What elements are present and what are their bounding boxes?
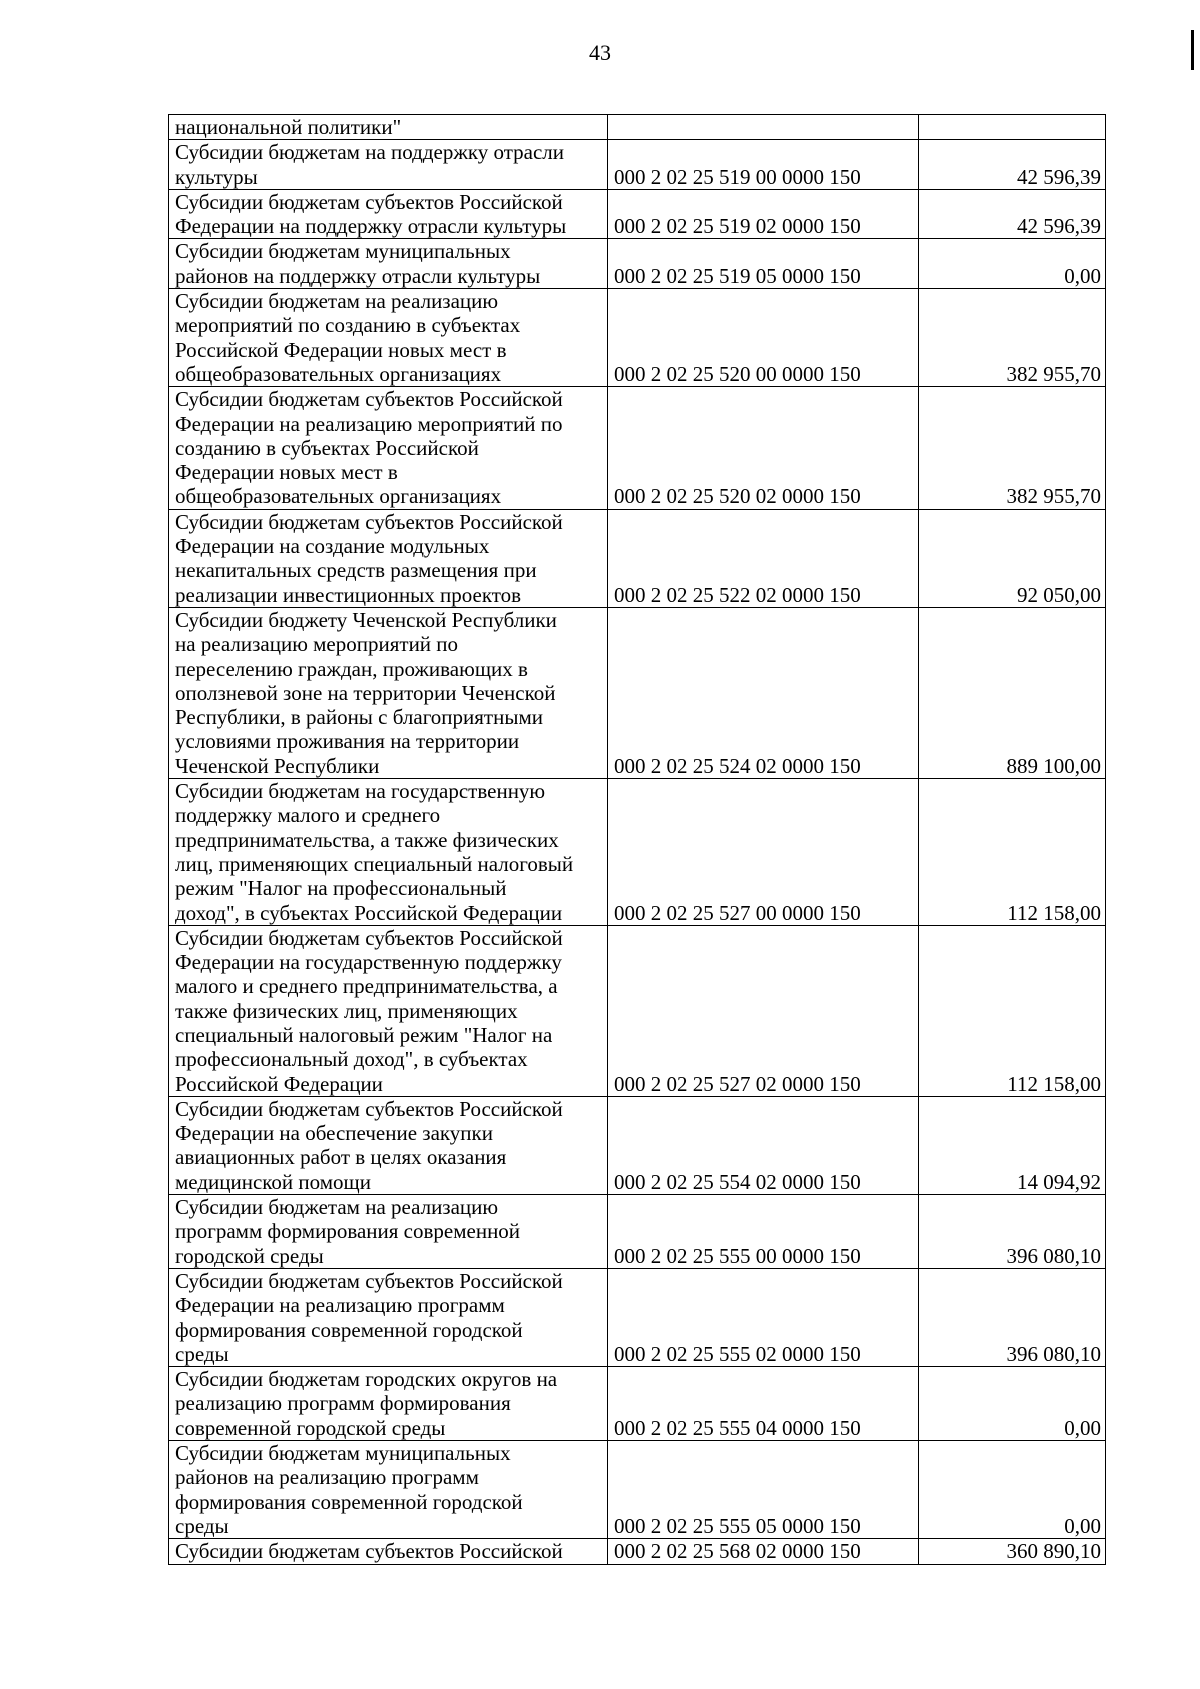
revenue-name-line: программ формирования современной (175, 1219, 521, 1244)
table-row (169, 1268, 1106, 1366)
amount-cell: 42 596,39 (919, 189, 1106, 239)
revenue-name-cell (169, 1441, 608, 1539)
revenue-name-cell (169, 1096, 608, 1194)
table-row (169, 289, 1106, 387)
classification-code-cell: 000 2 02 25 520 00 0000 150 (608, 289, 919, 387)
table-row (169, 779, 1106, 926)
revenue-name-cell (169, 387, 608, 509)
revenue-name-line: Федерации на обеспечение закупки (175, 1121, 493, 1146)
table-row (169, 1539, 1106, 1564)
revenue-name-line: режим "Налог на профессиональный (175, 876, 507, 901)
amount-cell: 396 080,10 (919, 1195, 1106, 1269)
amount-cell: 14 094,92 (919, 1096, 1106, 1194)
classification-code-cell (608, 115, 919, 140)
revenue-name-line: Субсидии бюджетам на реализацию (175, 1195, 499, 1220)
classification-code-cell: 000 2 02 25 527 00 0000 150 (608, 779, 919, 926)
revenue-name-line: малого и среднего предпринимательства, а (175, 974, 558, 999)
revenue-name-line: лиц, применяющих специальный налоговый (175, 851, 574, 876)
classification-code-cell: 000 2 02 25 527 02 0000 150 (608, 925, 919, 1096)
classification-code-cell: 000 2 02 25 555 00 0000 150 (608, 1195, 919, 1269)
amount-cell: 92 050,00 (919, 509, 1106, 607)
table-row (169, 239, 1106, 289)
revenue-name-cell (169, 239, 608, 289)
revenue-name-cell (169, 1539, 608, 1564)
revenue-name-line: Субсидии бюджетам муниципальных (175, 1441, 511, 1466)
revenue-name-line: формирования современной городской (175, 1489, 523, 1514)
revenue-name-line: Субсидии бюджетам субъектов Российской (175, 1539, 563, 1564)
revenue-name-cell (169, 140, 608, 190)
amount-cell: 889 100,00 (919, 607, 1106, 778)
revenue-name-line: Федерации на государственную поддержку (175, 950, 562, 975)
revenue-name-line: мероприятий по созданию в субъектах (175, 313, 521, 338)
table-row (169, 1367, 1106, 1441)
table-row (169, 1096, 1106, 1194)
revenue-name-line: Чеченской Республики (175, 753, 380, 778)
classification-code-cell: 000 2 02 25 519 00 0000 150 (608, 140, 919, 190)
revenue-name-line: Федерации новых мест в (175, 460, 398, 485)
page-number: 43 (589, 40, 611, 65)
revenue-name-line: Субсидии бюджетам на государственную (175, 779, 546, 804)
table-row (169, 387, 1106, 509)
classification-code-cell: 000 2 02 25 519 05 0000 150 (608, 239, 919, 289)
amount-cell: 0,00 (919, 1367, 1106, 1441)
table-row (169, 509, 1106, 607)
revenue-name-line: оползневой зоне на территории Чеченской (175, 680, 556, 705)
classification-code-cell: 000 2 02 25 555 02 0000 150 (608, 1268, 919, 1366)
amount-cell: 0,00 (919, 1441, 1106, 1539)
revenue-name-cell (169, 607, 608, 778)
amount-cell: 112 158,00 (919, 779, 1106, 926)
classification-code-cell: 000 2 02 25 524 02 0000 150 (608, 607, 919, 778)
revenue-name-line: профессиональный доход", в субъектах (175, 1047, 528, 1072)
table-row (169, 189, 1106, 239)
revenue-name-line: некапитальных средств размещения при (175, 558, 537, 583)
revenue-name-cell (169, 189, 608, 239)
revenue-name-cell (169, 115, 608, 140)
revenue-name-line: Федерации на реализацию программ (175, 1293, 505, 1318)
classification-code-cell: 000 2 02 25 554 02 0000 150 (608, 1096, 919, 1194)
table-row (169, 925, 1106, 1096)
revenue-name-line: Российской Федерации (175, 1071, 383, 1096)
table-row (169, 140, 1106, 190)
revenue-name-line: Федерации на реализацию мероприятий по (175, 411, 563, 436)
table-row (169, 1441, 1106, 1539)
classification-code-cell: 000 2 02 25 555 04 0000 150 (608, 1367, 919, 1441)
revenue-name-line: на реализацию мероприятий по (175, 632, 459, 657)
amount-cell: 396 080,10 (919, 1268, 1106, 1366)
revenue-name-line: Субсидии бюджетам субъектов Российской (175, 509, 563, 534)
amount-cell (919, 115, 1106, 140)
scan-edge-mark (1191, 30, 1194, 70)
classification-code-cell: 000 2 02 25 568 02 0000 150 (608, 1539, 919, 1564)
revenue-name-line: среды (175, 1341, 229, 1366)
revenue-name-line: Субсидии бюджетам субъектов Российской (175, 1268, 563, 1293)
revenue-name-cell (169, 289, 608, 387)
amount-cell: 42 596,39 (919, 140, 1106, 190)
revenue-name-line: Субсидии бюджетам муниципальных (175, 239, 511, 264)
revenue-name-line: городской среды (175, 1243, 324, 1268)
revenue-name-line: Субсидии бюджетам субъектов Российской (175, 925, 563, 950)
revenue-name-line: среды (175, 1513, 229, 1538)
revenue-name-line: Субсидии бюджетам на реализацию (175, 289, 499, 314)
revenue-name-cell (169, 509, 608, 607)
revenue-name-line: Субсидии бюджетам на поддержку отрасли (175, 140, 565, 165)
revenue-name-line: районов на реализацию программ (175, 1465, 479, 1490)
table-row (169, 115, 1106, 140)
revenue-name-cell (169, 1268, 608, 1366)
budget-table (168, 114, 1106, 1565)
revenue-name-line: Федерации на поддержку отрасли культуры (175, 214, 567, 239)
classification-code-cell: 000 2 02 25 519 02 0000 150 (608, 189, 919, 239)
revenue-name-cell (169, 1195, 608, 1269)
classification-code-cell: 000 2 02 25 522 02 0000 150 (608, 509, 919, 607)
amount-cell: 382 955,70 (919, 289, 1106, 387)
revenue-name-line: районов на поддержку отрасли культуры (175, 263, 541, 288)
revenue-name-cell (169, 925, 608, 1096)
revenue-name-line: Субсидии бюджетам субъектов Российской (175, 1096, 563, 1121)
revenue-name-line: переселению граждан, проживающих в (175, 656, 528, 681)
amount-cell: 0,00 (919, 239, 1106, 289)
table-row (169, 1195, 1106, 1269)
revenue-name-line: созданию в субъектах Российской (175, 435, 479, 460)
revenue-name-line: Республики, в районы с благоприятными (175, 705, 543, 730)
revenue-name-line: поддержку малого и среднего (175, 803, 441, 828)
revenue-name-cell (169, 779, 608, 926)
revenue-name-line: также физических лиц, применяющих (175, 998, 518, 1023)
amount-cell: 382 955,70 (919, 387, 1106, 509)
revenue-name-line: формирования современной городской (175, 1317, 523, 1342)
revenue-name-line: медицинской помощи (175, 1169, 371, 1194)
classification-code-cell: 000 2 02 25 520 02 0000 150 (608, 387, 919, 509)
revenue-name-line: Субсидии бюджетам городских округов на (175, 1367, 558, 1392)
revenue-name-line: общеобразовательных организациях (175, 361, 502, 386)
revenue-name-line: реализацию программ формирования (175, 1391, 511, 1416)
revenue-name-cell (169, 1367, 608, 1441)
revenue-name-line: национальной политики" (175, 115, 402, 139)
revenue-name-line: Субсидии бюджетам субъектов Российской (175, 387, 563, 412)
revenue-name-line: условиями проживания на территории (175, 729, 520, 754)
revenue-name-line: общеобразовательных организациях (175, 484, 502, 509)
classification-code-cell: 000 2 02 25 555 05 0000 150 (608, 1441, 919, 1539)
budget-table-body (169, 115, 1106, 1565)
revenue-name-line: культуры (175, 164, 258, 189)
amount-cell: 360 890,10 (919, 1539, 1106, 1564)
revenue-name-line: специальный налоговый режим "Налог на (175, 1022, 553, 1047)
amount-cell: 112 158,00 (919, 925, 1106, 1096)
revenue-name-line: Федерации на создание модульных (175, 534, 490, 559)
revenue-name-line: Российской Федерации новых мест в (175, 337, 507, 362)
revenue-name-line: доход", в субъектах Российской Федерации (175, 900, 563, 925)
revenue-name-line: реализации инвестиционных проектов (175, 582, 522, 607)
revenue-name-line: авиационных работ в целях оказания (175, 1145, 507, 1170)
revenue-name-line: Субсидии бюджетам субъектов Российской (175, 189, 563, 214)
revenue-name-line: современной городской среды (175, 1415, 446, 1440)
revenue-name-line: Субсидии бюджету Чеченской Республики (175, 607, 557, 632)
table-row (169, 607, 1106, 778)
revenue-name-line: предпринимательства, а также физических (175, 827, 559, 852)
